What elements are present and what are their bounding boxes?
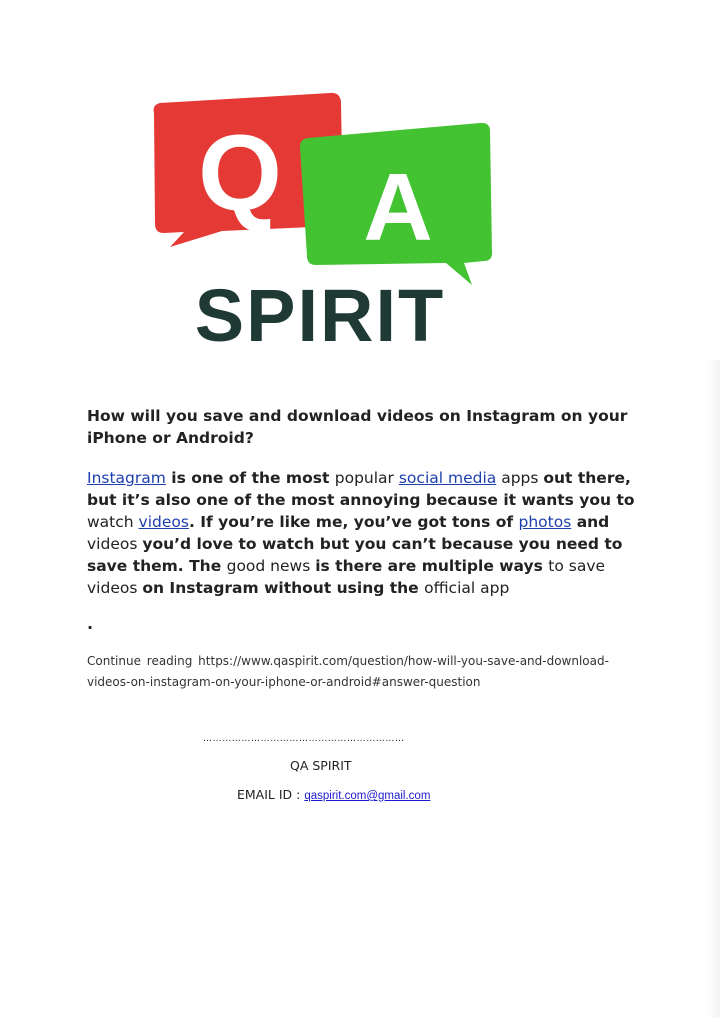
article-paragraph: [87, 467, 647, 599]
continue-reading-label: Continue reading: [87, 654, 199, 668]
site-name: QA SPIRIT: [290, 758, 352, 773]
logo-wordmark: SPIRIT: [194, 274, 446, 355]
videos-link[interactable]: videos: [138, 513, 189, 531]
dotted-separator: ………………………………………………………: [203, 734, 405, 744]
paragraph-segment: and: [571, 513, 610, 531]
instagram-link[interactable]: Instagram: [87, 469, 166, 487]
paragraph-segment: on Instagram without using the: [142, 579, 425, 597]
paragraph-segment: is one of the most: [165, 469, 335, 487]
qa-spirit-logo: [140, 85, 500, 355]
article-heading: How will you save and download videos on Instagram on your iPhone or Android?: [87, 407, 628, 447]
page-edge-shadow: [706, 360, 720, 1018]
paragraph-segment: official app: [424, 579, 510, 597]
paragraph-segment: out there, but it’s also one of the most annoying because it wants you to: [87, 469, 635, 509]
paragraph-segment: watch: [87, 513, 139, 531]
paragraph-segment: is there are multiple ways: [315, 557, 549, 575]
email-line: [237, 787, 430, 802]
logo-letter-q: Q: [197, 112, 283, 233]
paragraph-segment: to save videos: [87, 557, 606, 597]
paragraph-segment: you’d love to watch but you can’t because you need to save them. The: [87, 535, 623, 575]
logo-graphic: [140, 85, 500, 355]
paragraph-segment: . If you’re like me, you’ve got tons of: [188, 513, 519, 531]
paragraph-segment: good news: [226, 557, 316, 575]
paragraph-segment: videos: [87, 535, 143, 553]
paragraph-dot: .: [87, 614, 94, 633]
logo-letter-a: A: [363, 154, 433, 261]
continue-reading: [87, 651, 632, 693]
paragraph-segment: popular: [334, 469, 399, 487]
social-media-link[interactable]: social media: [398, 469, 497, 487]
email-label: EMAIL ID :: [237, 787, 305, 802]
paragraph-segment: apps: [496, 469, 544, 487]
continue-reading-url[interactable]: https://www.qaspirit.com/question/how-will-you-save-and-download-videos-on-instagram-on-your-iphone-or-android#answer-question: [87, 654, 609, 689]
photos-link[interactable]: photos: [518, 513, 572, 531]
email-link[interactable]: qaspirit.com@gmail.com: [304, 790, 431, 802]
